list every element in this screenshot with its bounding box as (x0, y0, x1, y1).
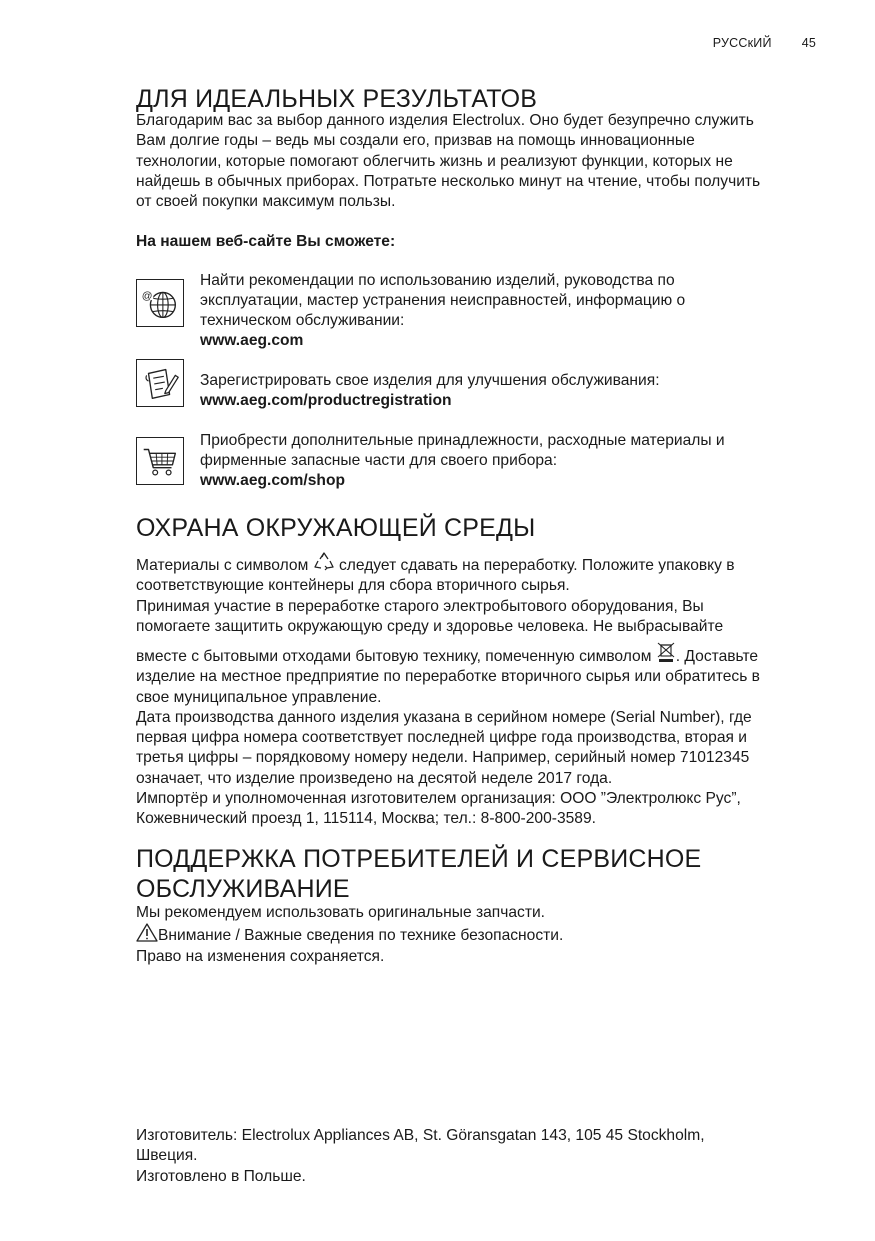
registration-form-icon (136, 359, 184, 407)
section-title-best-results: ДЛЯ ИДЕАЛЬНЫХ РЕЗУЛЬТАТОВ (136, 85, 538, 113)
env-text: третья цифры – порядковому номеру недели. Например, серийный номер 71012345 (136, 749, 750, 767)
item-text-line: Зарегистрировать свое изделия для улучшения обслуживания: (200, 372, 660, 389)
intro-line: технологии, которые помогают облегчить жизнь и реализуют функции, которых не (136, 152, 733, 170)
item-text-line: техническом обслуживании: (200, 312, 405, 329)
care-text: Право на изменения сохраняется. (136, 947, 385, 965)
header-language: РУССкИЙ (712, 36, 772, 50)
item-text-line: Приобрести дополнительные принадлежности, расходные материалы и (200, 432, 725, 449)
env-text: вместе с бытовыми отходами бытовую технику, помеченную символом (136, 648, 652, 665)
footer-text: Изготовлено в Польше. (136, 1167, 306, 1185)
item-text-line: эксплуатации, мастер устранения неисправностей, информацию о (200, 292, 686, 309)
link-aeg-com[interactable]: www.aeg.com (200, 332, 304, 349)
intro-line: найдешь в обычных приборах. Потратьте несколько минут на чтение, чтобы получить (136, 172, 761, 190)
crossed-bin-icon (656, 641, 676, 663)
warning-icon (136, 923, 158, 942)
env-text: следует сдавать на переработку. Положите упаковку в (338, 557, 735, 574)
website-item-manuals (200, 271, 820, 351)
care-text: Мы рекомендуем использовать оригинальные запчасти. (136, 904, 546, 921)
env-text: изделие на местное предприятие по переработке вторичного сырья или обратитесь в (136, 668, 760, 686)
svg-text:@: @ (141, 290, 153, 303)
customer-care-paragraph (136, 903, 826, 967)
intro-line: Вам долгие годы – ведь мы создали его, призвав на помощь инновационные (136, 132, 695, 150)
footer-text: Швеция. (136, 1147, 198, 1165)
env-text: Принимая участие в переработке старого электробытового оборудования, Вы (136, 597, 704, 615)
env-text: Материалы с символом (136, 557, 309, 574)
env-text: соответствующие контейнеры для сбора вторичного сырья. (136, 577, 570, 595)
section-title-customer-care (136, 844, 701, 904)
title-line: ОБСЛУЖИВАНИЕ (136, 875, 350, 903)
section-title-environment: ОХРАНА ОКРУЖАЮЩЕЙ СРЕДЫ (136, 514, 536, 542)
link-product-registration[interactable]: www.aeg.com/productregistration (200, 392, 452, 409)
website-item-shop (200, 431, 820, 491)
env-text: . Доставьте (675, 648, 759, 665)
item-text-line: Найти рекомендации по использованию изделий, руководства по (200, 272, 675, 289)
website-item-registration (200, 371, 820, 411)
env-text: Импортёр и уполномоченная изготовителем организация: ООО ”Электролюкс Рус”, (136, 790, 741, 808)
link-aeg-shop[interactable]: www.aeg.com/shop (200, 472, 345, 489)
title-line: ПОДДЕРЖКА ПОТРЕБИТЕЛЕЙ И СЕРВИСНОЕ (136, 845, 702, 873)
globe-at-icon (136, 279, 184, 327)
care-text: Внимание / Важные сведения по технике безопасности. (158, 927, 564, 945)
running-header (713, 36, 816, 50)
env-text: первая цифра номера соответствует последней цифре года производства, вторая и (136, 729, 748, 747)
manufacturer-info (136, 1126, 826, 1187)
env-text: Дата производства данного изделия указана в серийном номере (Serial Number), где (136, 708, 752, 726)
env-text: Кожевнический проезд 1, 115114, Москва; тел.: 8-800-200-3589. (136, 810, 596, 828)
website-heading: На нашем веб-сайте Вы сможете: (136, 233, 396, 250)
footer-text: Изготовитель: Electrolux Appliances AB, St. Göransgatan 143, 105 45 Stockholm, (136, 1127, 705, 1144)
recycling-icon (313, 551, 335, 573)
item-text-line: фирменные запасные части для своего прибора: (200, 452, 558, 469)
env-text: свое муниципальное управление. (136, 688, 382, 706)
intro-line: Благодарим вас за выбор данного изделия Electrolux. Оно будет безупречно служить (136, 112, 754, 129)
intro-line: от своей покупки максимум пользы. (136, 193, 396, 211)
env-text: помогаете защитить окружающую среду и здоровье человека. Не выбрасывайте (136, 617, 724, 635)
shopping-cart-icon (136, 437, 184, 485)
intro-paragraph (136, 111, 826, 212)
env-text: означает, что изделие произведено на десятой неделе 2017 года. (136, 769, 613, 787)
environment-paragraph-2 (136, 641, 826, 830)
environment-paragraph-1 (136, 551, 826, 637)
header-page-number: 45 (801, 36, 816, 50)
